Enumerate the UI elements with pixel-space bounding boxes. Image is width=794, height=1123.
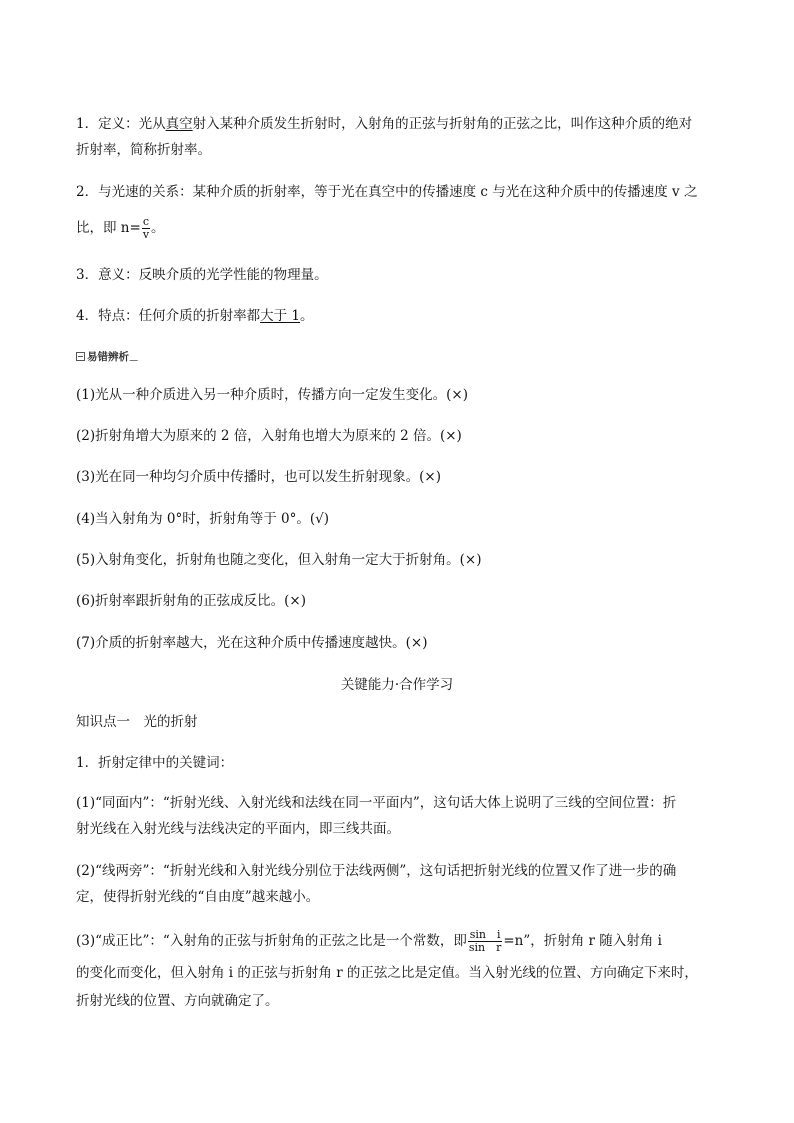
fill-blank-vacuum: 真空	[165, 116, 193, 132]
fill-blank-greater-than-one: 大于 1	[260, 308, 300, 324]
section-heading: 关键能力·合作学习	[340, 677, 454, 693]
proportional-line-2: 的变化而变化，但入射角 i 的正弦与折射角 r 的正弦之比是定值。当入射光线的位置、方向确定下来时，	[76, 965, 698, 981]
section-badge-label: 易错辨析	[87, 351, 129, 363]
book-icon	[76, 352, 85, 361]
judgement-item: (1)光从一种介质进入另一种介质时，传播方向一定发生变化。(×)	[76, 387, 468, 403]
keywords-intro: 1．折射定律中的关键词：	[76, 755, 234, 771]
feature-paragraph: 4．特点：任何介质的折射率都大于 1。	[76, 308, 314, 324]
meaning-paragraph: 3．意义：反映介质的光学性能的物理量。	[76, 267, 328, 283]
definition-paragraph	[76, 111, 726, 163]
proportional-line-3: 折射光线的位置、方向就确定了。	[76, 993, 279, 1009]
keyword-same-plane: (1)“同面内”：“折射光线、入射光线和法线在同一平面内”，这句话大体上说明了三线的空间位置：折 射光线在入射光线与法线决定的平面内，即三线共面。	[76, 795, 677, 837]
light-speed-line-2: 比，即 n= $\frac{c}{v}$ 。	[76, 215, 165, 241]
definition-line-2: 折射率，简称折射率。	[76, 142, 211, 158]
keyword-proportional	[76, 928, 726, 1014]
judgement-item: (2)折射角增大为原来的 2 倍，入射角也增大为原来的 2 倍。(×)	[76, 428, 462, 444]
light-speed-paragraph	[76, 179, 726, 241]
judgement-item: (5)入射角变化，折射角也随之变化，但入射角一定大于折射角。(×)	[76, 552, 482, 568]
definition-line-1: 1．定义：光从真空射入某种介质发生折射时，入射角的正弦与折射角的正弦之比，叫作这种介质的绝对	[76, 116, 693, 132]
light-speed-line-1: 2．与光速的关系：某种介质的折射率，等于光在真空中的传播速度 c 与光在这种介质中的传播速度 v 之	[76, 184, 698, 200]
proportional-line-1: (3)“成正比”：“入射角的正弦与折射角的正弦之比是一个常数，即 $\frac{\text{sin i}}{\text{sin r}}$ =n”，折射角 r 随入射角 i	[76, 928, 662, 954]
fraction-sin-i-over-sin-r: $\frac{\text{sin i}}{\text{sin r}}$	[468, 928, 502, 954]
judgement-item: (3)光在同一种均匀介质中传播时，也可以发生折射现象。(×)	[76, 469, 441, 485]
knowledge-point-title: 知识点一 光的折射	[76, 714, 198, 730]
judgement-item: (7)介质的折射率越大，光在这种介质中传播速度越快。(×)	[76, 635, 428, 651]
judgement-item: (6)折射率跟折射角的正弦成反比。(×)	[76, 593, 306, 609]
fraction-c-over-v: $\frac{c}{v}$	[142, 215, 150, 241]
slash-decoration-icon	[129, 352, 142, 361]
keyword-two-sides: (2)“线两旁”：“折射光线和入射光线分别位于法线两侧”，这句话把折射光线的位置又作了进一步的确 定，使得折射光线的“自由度”越来越小。	[76, 863, 677, 905]
judgement-item: (4)当入射角为 0°时，折射角等于 0°。(√)	[76, 511, 330, 527]
section-badge	[76, 349, 140, 364]
